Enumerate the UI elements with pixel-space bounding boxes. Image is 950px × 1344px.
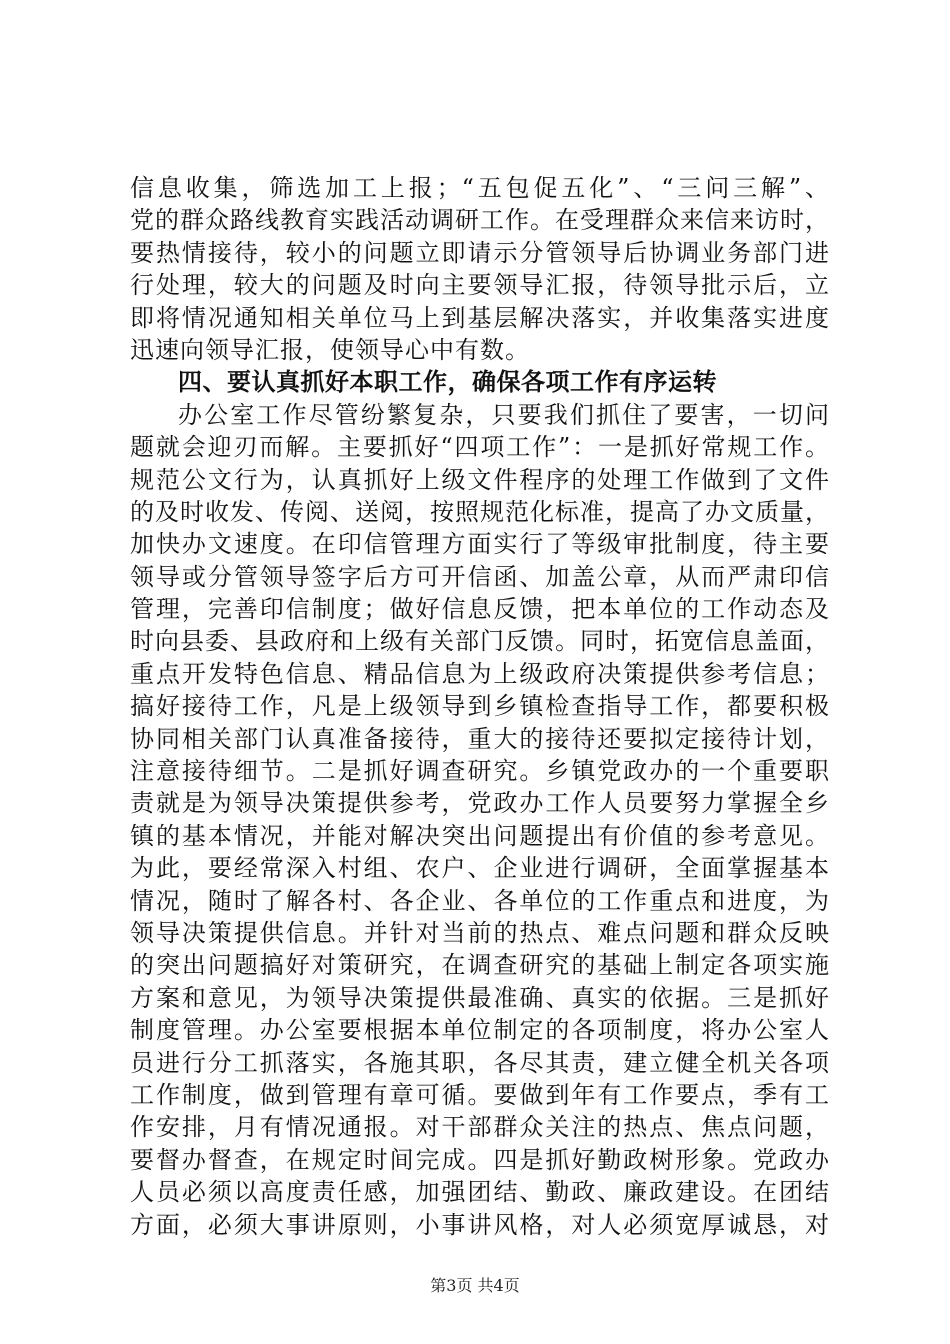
text-line: 的及时收发、传阅、送阅，按照规范化标准，提高了办文质量，: [130, 497, 830, 526]
text-line: 领导或分管领导签字后方可开信函、加盖公章，从而严肃印信: [130, 562, 830, 591]
page-number: 第3页 共4页: [430, 1276, 520, 1295]
text-line: 行处理，较大的问题及时向主要领导汇报，待领导批示后，立: [130, 271, 830, 300]
section-heading: 四、要认真抓好本职工作，确保各项工作有序运转: [178, 367, 717, 397]
text-line: 员进行分工抓落实，各施其职，各尽其责，建立健全机关各项: [130, 1048, 830, 1077]
document-body: [130, 172, 830, 1241]
text-line: 迅速向领导汇报，使领导心中有数。: [130, 335, 530, 364]
text-line: 作安排，月有情况通报。对干部群众关注的热点、焦点问题，: [130, 1113, 830, 1142]
text-line: 镇的基本情况，并能对解决突出问题提出有价值的参考意见。: [130, 821, 830, 850]
text-line: 注意接待细节。二是抓好调查研究。乡镇党政办的一个重要职: [130, 757, 830, 786]
text-line: 题就会迎刃而解。主要抓好“四项工作”：一是抓好常规工作。: [130, 433, 830, 462]
text-line: 责就是为领导决策提供参考，党政办工作人员要努力掌握全乡: [130, 789, 830, 818]
text-line: 领导决策提供信息。并针对当前的热点、难点问题和群众反映: [130, 918, 830, 947]
text-line: 信息收集，筛选加工上报；“五包促五化”、“三问三解”、: [130, 174, 830, 202]
page-footer: [0, 1276, 950, 1296]
text-line: 党的群众路线教育实践活动调研工作。在受理群众来信来访时，: [130, 206, 830, 235]
text-line: 工作制度，做到管理有章可循。要做到年有工作要点，季有工: [130, 1080, 830, 1109]
text-line: 方面，必须大事讲原则，小事讲风格，对人必须宽厚诚恳，对: [130, 1210, 830, 1239]
text-line: 要热情接待，较小的问题立即请示分管领导后协调业务部门进: [130, 238, 830, 267]
text-line: 的突出问题搞好对策研究，在调查研究的基础上制定各项实施: [130, 951, 830, 980]
text-line: 人员必须以高度责任感，加强团结、勤政、廉政建设。在团结: [130, 1178, 830, 1207]
text-line: 加快办文速度。在印信管理方面实行了等级审批制度，待主要: [130, 530, 830, 559]
text-line: 制度管理。办公室要根据本单位制定的各项制度，将办公室人: [130, 1016, 830, 1045]
text-line: 为此，要经常深入村组、农户、企业进行调研，全面掌握基本: [130, 854, 830, 883]
text-line: 方案和意见，为领导决策提供最准确、真实的依据。三是抓好: [130, 983, 830, 1012]
text-line: 即将情况通知相关单位马上到基层解决落实，并收集落实进度: [130, 303, 830, 332]
text-line: 时向县委、县政府和上级有关部门反馈。同时，拓宽信息盖面，: [130, 627, 830, 656]
text-line: 重点开发特色信息、精品信息为上级政府决策提供参考信息；: [130, 659, 830, 688]
text-line: 规范公文行为，认真抓好上级文件程序的处理工作做到了文件: [130, 465, 830, 494]
text-line: 搞好接待工作，凡是上级领导到乡镇检查指导工作，都要积极: [130, 692, 830, 721]
text-line: 要督办督查，在规定时间完成。四是抓好勤政树形象。党政办: [130, 1145, 830, 1174]
text-line: 办公室工作尽管纷繁复杂，只要我们抓住了要害，一切问: [178, 400, 830, 429]
text-line: 管理，完善印信制度；做好信息反馈，把本单位的工作动态及: [130, 595, 830, 624]
text-line: 协同相关部门认真准备接待，重大的接待还要拟定接待计划，: [130, 724, 830, 753]
text-line: 情况，随时了解各村、各企业、各单位的工作重点和进度，为: [130, 886, 830, 915]
